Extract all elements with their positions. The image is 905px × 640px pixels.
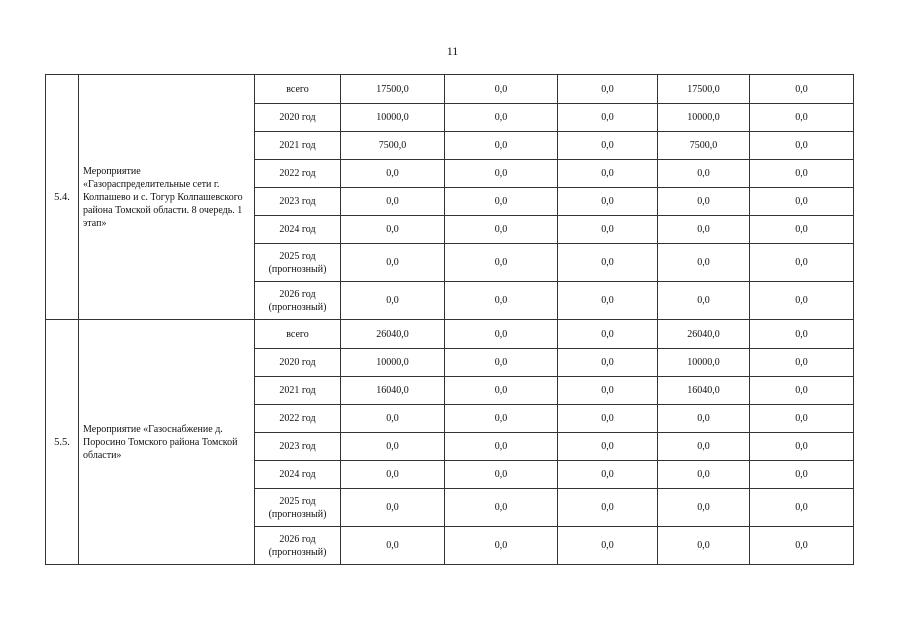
value-cell: 0,0 (445, 160, 558, 188)
value-cell: 0,0 (558, 216, 658, 244)
value-cell: 0,0 (558, 188, 658, 216)
table-row (46, 320, 854, 349)
table-row (46, 75, 854, 104)
value-cell: 0,0 (445, 461, 558, 489)
section-description: Мероприятие «Газоснабжение д. Поросино Томского района Томской области» (79, 320, 255, 565)
period-label: 2026 год (прогнозный) (255, 527, 341, 565)
value-cell: 0,0 (341, 433, 445, 461)
period-label: 2023 год (255, 433, 341, 461)
period-label: 2020 год (255, 349, 341, 377)
value-cell: 10000,0 (658, 349, 750, 377)
value-cell: 10000,0 (341, 349, 445, 377)
value-cell: 0,0 (445, 527, 558, 565)
value-cell: 0,0 (558, 489, 658, 527)
value-cell: 0,0 (750, 282, 854, 320)
period-label: 2024 год (255, 461, 341, 489)
value-cell: 0,0 (750, 244, 854, 282)
value-cell: 0,0 (750, 132, 854, 160)
period-label: 2025 год (прогнозный) (255, 244, 341, 282)
value-cell: 0,0 (445, 244, 558, 282)
value-cell: 0,0 (658, 188, 750, 216)
value-cell: 0,0 (445, 104, 558, 132)
value-cell: 0,0 (341, 405, 445, 433)
value-cell: 0,0 (750, 433, 854, 461)
period-label: 2022 год (255, 405, 341, 433)
value-cell: 0,0 (445, 377, 558, 405)
value-cell: 0,0 (658, 282, 750, 320)
period-label: 2022 год (255, 160, 341, 188)
value-cell: 0,0 (445, 282, 558, 320)
period-label: 2021 год (255, 377, 341, 405)
value-cell: 0,0 (558, 244, 658, 282)
value-cell: 0,0 (445, 405, 558, 433)
budget-table (45, 74, 854, 565)
period-label: 2026 год (прогнозный) (255, 282, 341, 320)
value-cell: 26040,0 (341, 320, 445, 349)
section-number: 5.4. (46, 75, 79, 320)
value-cell: 0,0 (445, 75, 558, 104)
value-cell: 0,0 (750, 188, 854, 216)
value-cell: 0,0 (658, 216, 750, 244)
value-cell: 26040,0 (658, 320, 750, 349)
period-label: 2021 год (255, 132, 341, 160)
value-cell: 0,0 (341, 461, 445, 489)
value-cell: 10000,0 (658, 104, 750, 132)
value-cell: 0,0 (341, 160, 445, 188)
value-cell: 0,0 (658, 160, 750, 188)
value-cell: 0,0 (445, 132, 558, 160)
value-cell: 0,0 (558, 160, 658, 188)
value-cell: 0,0 (558, 405, 658, 433)
value-cell: 0,0 (658, 527, 750, 565)
value-cell: 0,0 (658, 433, 750, 461)
section-description: Мероприятие «Газораспределительные сети г. Колпашево и с. Тогур Колпашевского района Томской области. 8 очередь. 1 этап» (79, 75, 255, 320)
period-label: всего (255, 320, 341, 349)
period-label: 2024 год (255, 216, 341, 244)
value-cell: 0,0 (558, 75, 658, 104)
value-cell: 0,0 (558, 433, 658, 461)
value-cell: 0,0 (658, 489, 750, 527)
section-number: 5.5. (46, 320, 79, 565)
value-cell: 0,0 (341, 188, 445, 216)
value-cell: 0,0 (558, 377, 658, 405)
value-cell: 0,0 (445, 188, 558, 216)
value-cell: 0,0 (658, 244, 750, 282)
value-cell: 16040,0 (341, 377, 445, 405)
value-cell: 7500,0 (341, 132, 445, 160)
value-cell: 0,0 (750, 405, 854, 433)
value-cell: 0,0 (558, 527, 658, 565)
value-cell: 0,0 (558, 320, 658, 349)
value-cell: 0,0 (750, 104, 854, 132)
value-cell: 0,0 (558, 461, 658, 489)
period-label: 2023 год (255, 188, 341, 216)
value-cell: 0,0 (341, 527, 445, 565)
value-cell: 10000,0 (341, 104, 445, 132)
value-cell: 0,0 (750, 489, 854, 527)
value-cell: 0,0 (558, 349, 658, 377)
value-cell: 0,0 (341, 216, 445, 244)
value-cell: 0,0 (445, 320, 558, 349)
period-label: 2020 год (255, 104, 341, 132)
value-cell: 0,0 (341, 282, 445, 320)
value-cell: 0,0 (750, 461, 854, 489)
value-cell: 16040,0 (658, 377, 750, 405)
value-cell: 0,0 (558, 132, 658, 160)
value-cell: 0,0 (445, 433, 558, 461)
period-label: всего (255, 75, 341, 104)
value-cell: 0,0 (341, 489, 445, 527)
value-cell: 0,0 (750, 377, 854, 405)
page-number: 11 (446, 44, 459, 58)
value-cell: 0,0 (658, 405, 750, 433)
value-cell: 0,0 (445, 349, 558, 377)
value-cell: 17500,0 (341, 75, 445, 104)
value-cell: 7500,0 (658, 132, 750, 160)
period-label: 2025 год (прогнозный) (255, 489, 341, 527)
value-cell: 0,0 (341, 244, 445, 282)
value-cell: 17500,0 (658, 75, 750, 104)
value-cell: 0,0 (750, 349, 854, 377)
value-cell: 0,0 (750, 216, 854, 244)
value-cell: 0,0 (445, 216, 558, 244)
value-cell: 0,0 (558, 104, 658, 132)
value-cell: 0,0 (445, 489, 558, 527)
value-cell: 0,0 (558, 282, 658, 320)
value-cell: 0,0 (750, 75, 854, 104)
value-cell: 0,0 (658, 461, 750, 489)
value-cell: 0,0 (750, 320, 854, 349)
value-cell: 0,0 (750, 160, 854, 188)
value-cell: 0,0 (750, 527, 854, 565)
